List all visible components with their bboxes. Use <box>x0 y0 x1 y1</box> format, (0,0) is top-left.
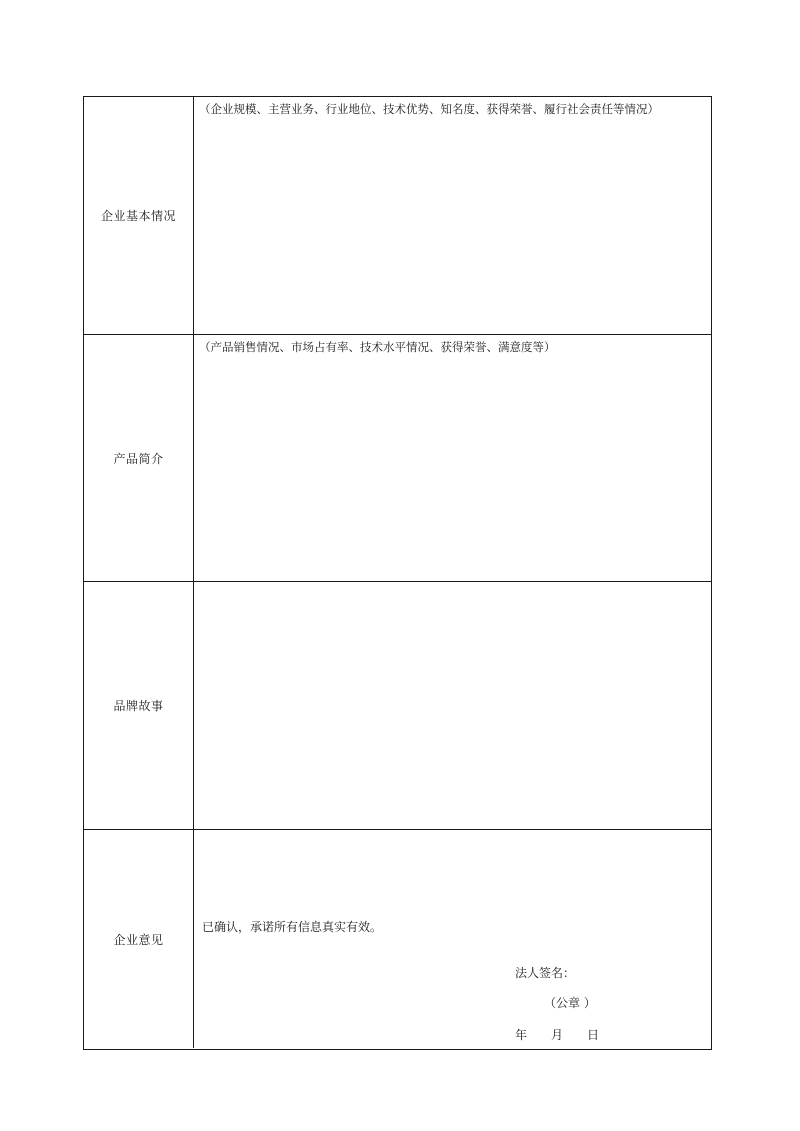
row-company-opinion <box>84 829 711 1048</box>
company-basic-info-field[interactable] <box>194 97 711 334</box>
row-brand-story <box>84 581 711 829</box>
date-month-label: 月 <box>551 1028 564 1042</box>
official-seal-label: （公章 ） <box>544 996 596 1010</box>
company-basic-info-hint: （企业规模、主营业务、行业地位、技术优势、知名度、获得荣誉、履行社会责任等情况） <box>199 102 659 116</box>
date-year-label: 年 <box>515 1028 528 1042</box>
legal-rep-signature-label: 法人签名： <box>515 966 576 980</box>
application-form-table <box>83 96 712 1050</box>
confirmation-statement: 已确认，承诺所有信息真实有效。 <box>202 920 383 934</box>
product-intro-hint: （产品销售情况、市场占有率、技术水平情况、获得荣誉、满意度等） <box>199 340 556 354</box>
company-opinion-field[interactable] <box>194 830 711 1048</box>
product-intro-field[interactable] <box>194 335 711 581</box>
label-company-opinion: 企业意见 <box>84 830 194 1048</box>
row-product-intro <box>84 334 711 581</box>
label-company-basic-info: 企业基本情况 <box>84 97 194 334</box>
date-day-label: 日 <box>587 1028 600 1042</box>
label-product-intro: 产品简介 <box>84 335 194 581</box>
brand-story-field[interactable] <box>194 582 711 829</box>
label-brand-story: 品牌故事 <box>84 582 194 829</box>
row-company-basic-info <box>84 97 711 334</box>
date-line <box>515 1026 599 1043</box>
